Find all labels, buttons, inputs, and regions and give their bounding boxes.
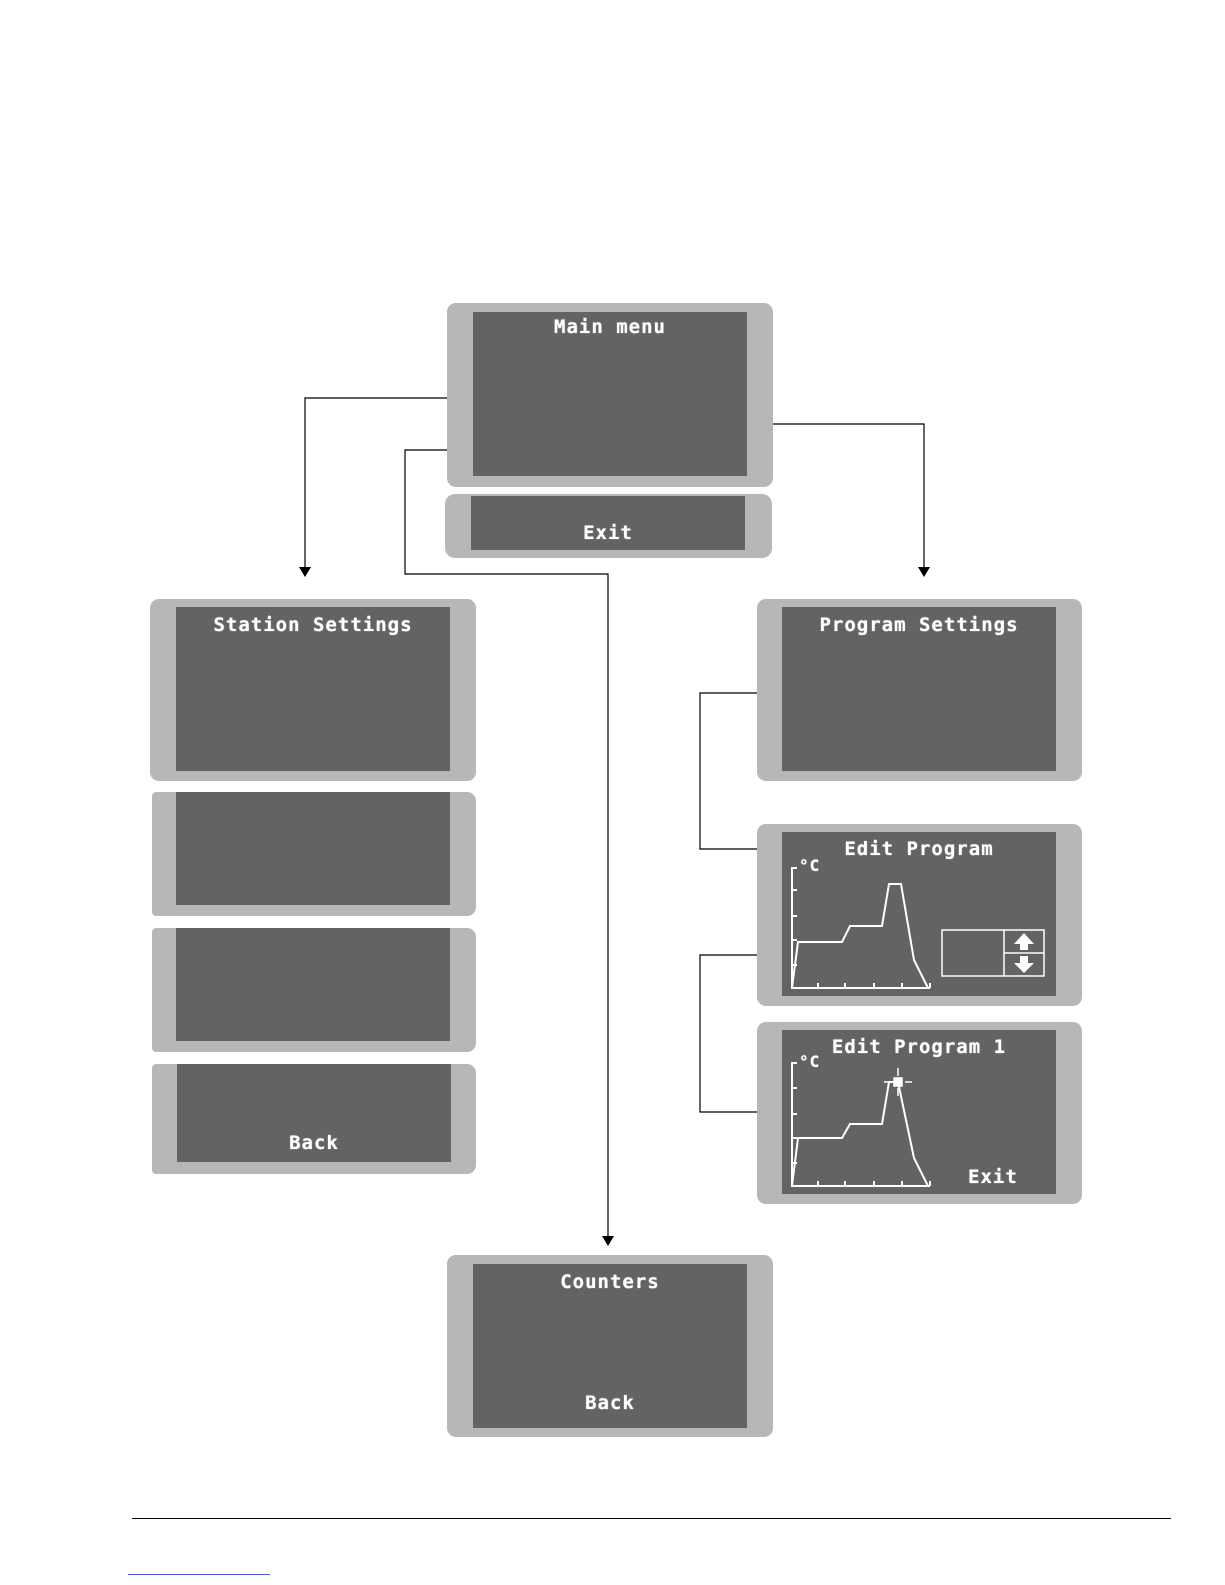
station-settings-screen — [176, 607, 450, 771]
counters-bezel — [447, 1255, 773, 1437]
station-settings-page-3-screen — [176, 928, 450, 1041]
station-settings-bezel — [150, 599, 476, 781]
back-button[interactable]: Back — [289, 1132, 339, 1154]
edit-program-screen — [782, 832, 1056, 996]
main-menu-bezel — [447, 303, 773, 487]
arrow-main-to-program — [757, 424, 924, 576]
up-arrow-icon — [1014, 933, 1034, 950]
exit-button[interactable]: Exit — [583, 522, 633, 544]
station-settings-title: Station Settings — [213, 614, 413, 636]
edit-program-title: Edit Program — [844, 838, 994, 860]
program-settings-bezel — [757, 599, 1082, 781]
arrow-main-to-station — [305, 398, 458, 576]
footer-link-underline[interactable] — [128, 1574, 270, 1575]
counters-title: Counters — [560, 1271, 660, 1293]
down-arrow-icon — [1014, 956, 1034, 973]
edit-program-1-title: Edit Program 1 — [831, 1036, 1007, 1058]
station-settings-page-4-screen — [177, 1064, 451, 1162]
temperature-profile-graph — [782, 832, 1056, 996]
main-menu-exit-screen — [471, 496, 745, 550]
exit-button[interactable]: Exit — [968, 1166, 1018, 1188]
temperature-unit-label: °C — [799, 1052, 821, 1071]
station-settings-page-2-bezel — [152, 792, 476, 916]
footer-divider — [132, 1518, 1171, 1519]
edit-program-1-bezel — [757, 1022, 1082, 1204]
back-button[interactable]: Back — [585, 1392, 635, 1414]
station-settings-page-3-bezel — [152, 928, 476, 1052]
station-settings-page-4-bezel — [152, 1064, 476, 1174]
temperature-unit-label: °C — [799, 856, 821, 875]
program-settings-screen — [782, 607, 1056, 771]
main-menu-exit-bezel — [445, 494, 772, 558]
program-settings-title: Program Settings — [819, 614, 1019, 636]
edit-program-1-screen — [782, 1030, 1056, 1194]
edit-program-bezel — [757, 824, 1082, 1006]
station-settings-page-2-screen — [176, 792, 450, 905]
counters-screen — [473, 1264, 747, 1428]
main-menu-title: Main menu — [554, 316, 666, 338]
main-menu-screen — [473, 312, 747, 476]
